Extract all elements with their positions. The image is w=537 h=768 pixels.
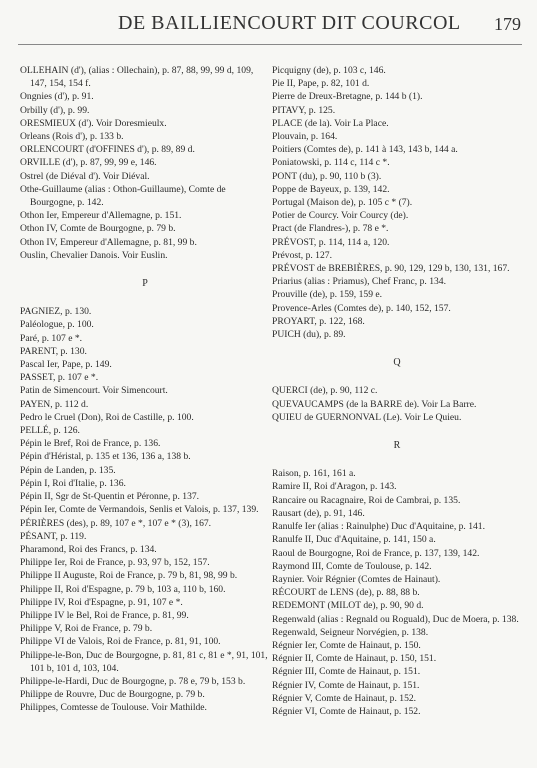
index-entry: Plouvain, p. 164. (272, 131, 338, 143)
q-entries (272, 384, 522, 424)
index-entry: PUICH (du), p. 89. (272, 329, 346, 341)
index-entry: ORVILLE (d'), p. 87, 99, 99 e, 146. (20, 157, 157, 169)
index-entry: Prévost, p. 127. (272, 249, 332, 261)
index-entry: Philippe Ier, Roi de France, p. 93, 97 b, 152, 157. (20, 557, 210, 569)
index-entry: Pépin Ier, Comte de Vermandois, Senlis et Valois, p. 137, 139. (20, 504, 259, 516)
index-entry: Poniatowski, p. 114 c, 114 c *. (272, 157, 390, 169)
index-entry: Regenwald (alias : Regnald ou Roguald), Duc de Moera, p. 138. (272, 613, 519, 625)
index-entry: Philippe VI de Valois, Roi de France, p. 81, 91, 100. (20, 636, 221, 648)
p-entries-left (20, 305, 270, 714)
o-entries (20, 64, 270, 262)
index-entry: ORESMIEUX (d'). Voir Doresmieulx. (20, 117, 167, 129)
index-entry: Provence-Arles (Comtes de), p. 140, 152, 157. (272, 302, 451, 314)
index-entry: ORLENCOURT (d'OFFINES d'), p. 89, 89 d. (20, 144, 195, 156)
p-entries-right (272, 64, 522, 341)
index-entry: Ramire II, Roi d'Aragon, p. 143. (272, 481, 397, 493)
index-entry: Prouville (de), p. 159, 159 e. (272, 289, 383, 301)
r-entries (272, 467, 522, 718)
index-entry: Raymond III, Comte de Toulouse, p. 142. (272, 560, 432, 572)
index-entry: Raoul de Bourgogne, Roi de France, p. 137, 139, 142. (272, 547, 480, 559)
index-entry: Portugal (Maison de), p. 105 c * (7). (272, 197, 413, 209)
index-entry: Régnier II, Comte de Hainaut, p. 150, 151. (272, 653, 437, 665)
index-entry: Philippe II, Roi d'Espagne, p. 79 b, 103 a, 110 b, 160. (20, 583, 226, 595)
index-entry: Philippe II Auguste, Roi de France, p. 79 b, 81, 98, 99 b. (20, 570, 238, 582)
page-number: 179 (494, 14, 521, 34)
index-entry: PÉSANT, p. 119. (20, 530, 87, 542)
index-entry: PRÉVOST de BREBIÈRES, p. 90, 129, 129 b, 130, 131, 167. (272, 263, 510, 275)
index-entry: Régnier Ier, Comte de Hainaut, p. 150. (272, 639, 421, 651)
index-entry: Poitiers (Comtes de), p. 141 à 143, 143 b, 144 a. (272, 144, 458, 156)
index-entry: PROYART, p. 122, 168. (272, 315, 365, 327)
index-entry: Pie II, Pape, p. 82, 101 d. (272, 78, 370, 90)
index-entry: Philippe IV, Roi d'Espagne, p. 91, 107 e *. (20, 596, 183, 608)
index-entry: PASSET, p. 107 e *. (20, 372, 99, 384)
header-rule (18, 44, 522, 45)
index-entry: REDEMONT (MILOT de), p. 90, 90 d. (272, 600, 424, 612)
index-entry: Rausart (de), p. 91, 146. (272, 507, 365, 519)
index-entry: PELLÉ, p. 126. (20, 425, 80, 437)
left-column (20, 64, 270, 715)
right-column (272, 64, 522, 718)
index-entry: RÉCOURT de LENS (de), p. 88, 88 b. (272, 587, 420, 599)
index-entry: Pépin le Bref, Roi de France, p. 136. (20, 438, 161, 450)
index-entry: Ongnies (d'), p. 91. (20, 91, 94, 103)
index-entry: Paré, p. 107 e *. (20, 332, 83, 344)
index-entry: PAYEN, p. 112 d. (20, 398, 89, 410)
index-entry: Pedro le Cruel (Don), Roi de Castille, p. 100. (20, 411, 194, 423)
index-entry: Regenwald, Seigneur Norvégien, p. 138. (272, 626, 429, 638)
page-header (0, 12, 537, 42)
index-entry: Pépin d'Héristal, p. 135 et 136, 136 a, 138 b. (20, 451, 191, 463)
index-entry: Pépin II, Sgr de St-Quentin et Péronne, p. 137. (20, 491, 200, 503)
index-entry: Philippes, Comtesse de Toulouse. Voir Mathilde. (20, 702, 207, 714)
index-entry: Orleans (Rois d'), p. 133 b. (20, 131, 124, 143)
index-entry: Picquigny (de), p. 103 c, 146. (272, 65, 386, 76)
index-entry: Othon IV, Comte de Bourgogne, p. 79 b. (20, 223, 176, 235)
index-entry: Pierre de Dreux-Bretagne, p. 144 b (1). (272, 91, 423, 103)
index-entry: PRÉVOST, p. 114, 114 a, 120. (272, 236, 390, 248)
section-letter-p: P (142, 278, 148, 290)
index-entry: QUEVAUCAMPS (de la BARRE de). Voir La Barre. (272, 398, 477, 410)
section-letter-r: R (393, 440, 401, 452)
index-entry: Pépin I, Roi d'Italie, p. 136. (20, 477, 126, 489)
index-entry: Philippe V, Roi de France, p. 79 b. (20, 623, 153, 635)
index-entry: PITAVY, p. 125. (272, 104, 336, 116)
index-entry: Ranulfe Ier (alias : Rainulphe) Duc d'Aquitaine, p. 141. (272, 521, 485, 533)
index-entry: Raison, p. 161, 161 a. (272, 468, 356, 480)
index-entry: PLACE (de la). Voir La Place. (272, 117, 389, 129)
running-title: DE BAILLIENCOURT DIT COURCOL (118, 12, 461, 34)
section-letter-q: Q (393, 357, 401, 369)
index-entry: OLLEHAIN (d'), (alias : Ollechain), p. 87, 88, 99, 99 d, 109, 147, 154, 154 f. (20, 65, 254, 90)
index-entry: Pract (de Flandres-), p. 78 e *. (272, 223, 389, 235)
index-entry: Ouslin, Chevalier Danois. Voir Euslin. (20, 249, 168, 261)
index-entry: Pascal Ier, Pape, p. 149. (20, 359, 112, 371)
index-entry: Othon IV, Empereur d'Allemagne, p. 81, 99 b. (20, 236, 197, 248)
index-entry: Philippe IV le Bel, Roi de France, p. 81, 99. (20, 609, 189, 621)
index-entry: Philippe-le-Hardi, Duc de Bourgogne, p. 78 e, 79 b, 153 b. (20, 675, 246, 687)
index-entry: Philippe de Rouvre, Duc de Bourgogne, p. 79 b. (20, 689, 205, 701)
index-entry: QUERCI (de), p. 90, 112 c. (272, 385, 378, 397)
index-entry: Patin de Simencourt. Voir Simencourt. (20, 385, 168, 397)
index-entry: Othon Ier, Empereur d'Allemagne, p. 151. (20, 210, 182, 222)
index-entry: Régnier V, Comte de Hainaut, p. 152. (272, 692, 417, 704)
index-entry: Pharamond, Roi des Francs, p. 134. (20, 543, 157, 555)
index-entry: PONT (du), p. 90, 110 b (3). (272, 170, 382, 182)
index-entry: QUIEU de GUERNONVAL (Le). Voir Le Quieu. (272, 411, 462, 423)
index-entry: Régnier IV, Comte de Hainaut, p. 151. (272, 679, 420, 691)
index-entry: PAGNIEZ, p. 130. (20, 306, 92, 318)
index-entry: Ranulfe II, Duc d'Aquitaine, p. 141, 150 a. (272, 534, 436, 546)
index-entry: Poppe de Bayeux, p. 139, 142. (272, 183, 390, 195)
index-entry: Potier de Courcy. Voir Courcy (de). (272, 210, 409, 222)
index-entry: PARENT, p. 130. (20, 345, 87, 357)
index-entry: Orbilly (d'), p. 99. (20, 104, 90, 116)
index-entry: Pépin de Landen, p. 135. (20, 464, 116, 476)
index-entry: Paléologue, p. 100. (20, 319, 94, 331)
index-entry: Raynier. Voir Régnier (Comtes de Hainaut). (272, 573, 441, 585)
index-entry: Priarius (alias : Priamus), Chef Franc, p. 134. (272, 276, 446, 288)
index-entry: Othe-Guillaume (alias : Othon-Guillaume), Comte de Bourgogne, p. 142. (20, 183, 226, 209)
index-entry: Régnier VI, Comte de Hainaut, p. 152. (272, 705, 421, 717)
index-entry: Régnier III, Comte de Hainaut, p. 151. (272, 666, 421, 678)
index-entry: Philippe-le-Bon, Duc de Bourgogne, p. 81, 81 c, 81 e *, 91, 101, 101 b, 101 d, 103, 104. (20, 649, 268, 674)
index-entry: PÉRIÈRES (des), p. 89, 107 e *, 107 e * (3), 167. (20, 517, 212, 529)
index-entry: Ostrel (de Diéval d'). Voir Diéval. (20, 170, 150, 182)
index-entry: Rancaire ou Racagnaire, Roi de Cambrai, p. 135. (272, 494, 461, 506)
